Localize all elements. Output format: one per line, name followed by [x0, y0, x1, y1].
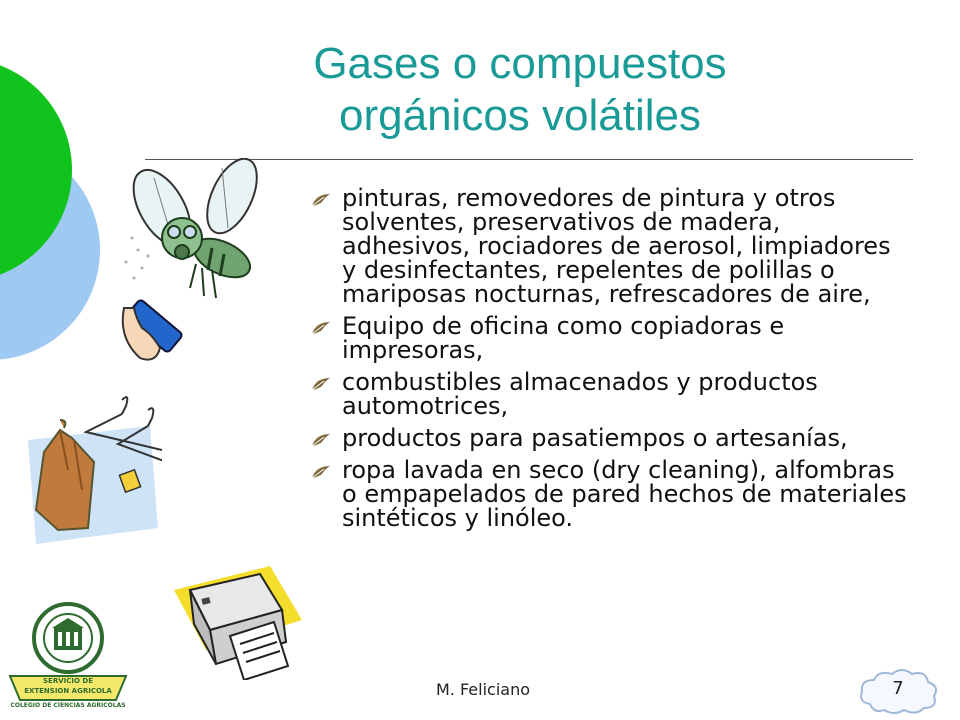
dry-cleaning-clothes-clipart [22, 390, 162, 550]
footer-author: M. Feliciano [436, 680, 531, 699]
bullet-item [308, 370, 908, 418]
logo-text-line-1: SERVICIO DE [43, 677, 93, 685]
bullet-item [308, 186, 908, 306]
extension-logo [8, 600, 128, 712]
bullet-feather-icon [310, 192, 332, 208]
slide-title-line-1: Gases o compuestos [313, 39, 727, 88]
page-number-badge [856, 666, 940, 716]
page-number: 7 [892, 678, 904, 699]
bullet-feather-icon [310, 432, 332, 448]
logo-text-line-3: COLEGIO DE CIENCIAS AGRICOLAS [10, 702, 126, 709]
logo-emblem [8, 600, 128, 676]
bullet-item [308, 458, 908, 530]
bullet-feather-icon [310, 376, 332, 392]
insect-spray-clipart [112, 158, 272, 370]
printer-clipart [170, 560, 310, 680]
bullet-item [308, 314, 908, 362]
bullet-text: ropa lavada en seco (dry cleaning), alfombras o empapelados de pared hechos de materiales sintéticos y linóleo. [342, 456, 907, 532]
bullet-text: pinturas, removedores de pintura y otros solventes, preservativos de madera, adhesivos, rociadores de aerosol, limpiadores y desinfectantes, repelentes de polillas o mariposas nocturnas, refrescadores de aire, [342, 184, 891, 308]
left-circles-decoration [0, 0, 130, 380]
bullet-text: Equipo de oficina como copiadoras e impresoras, [342, 312, 785, 364]
slide-title [250, 38, 790, 142]
logo-text-line-2: EXTENSION AGRICOLA [24, 687, 112, 695]
bullet-feather-icon [310, 464, 332, 480]
bullet-list [308, 186, 908, 538]
slide-title-line-2: orgánicos volátiles [339, 91, 701, 140]
bullet-text: combustibles almacenados y productos automotrices, [342, 368, 818, 420]
bullet-feather-icon [310, 320, 332, 336]
bullet-text: productos para pasatiempos o artesanías, [342, 424, 848, 452]
bullet-item [308, 426, 908, 450]
